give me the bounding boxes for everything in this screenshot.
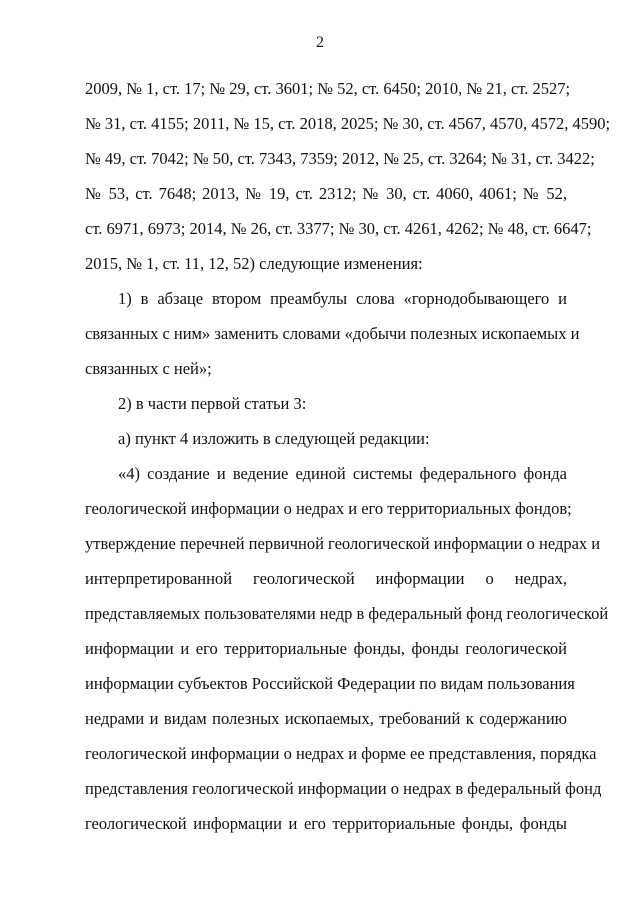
- text-line: 2009, № 1, ст. 17; № 29, ст. 3601; № 52, ст. 6450; 2010, № 21, ст. 2527;: [85, 79, 571, 98]
- text-line: № 53, ст. 7648; 2013, № 19, ст. 2312; № 30, ст. 4060, 4061; № 52,: [85, 184, 567, 203]
- page-number: 2: [316, 34, 324, 51]
- text-line: 2) в части первой статьи 3:: [118, 394, 307, 413]
- text-line: информации и его территориальные фонды, фонды геологической: [85, 639, 567, 658]
- text-line: № 49, ст. 7042; № 50, ст. 7343, 7359; 2012, № 25, ст. 3264; № 31, ст. 3422;: [85, 149, 595, 168]
- text-line: № 31, ст. 4155; 2011, № 15, ст. 2018, 2025; № 30, ст. 4567, 4570, 4572, 4590;: [85, 114, 611, 133]
- text-line: недрами и видам полезных ископаемых, требований к содержанию: [85, 709, 567, 728]
- text-line: 1) в абзаце втором преамбулы слова «горнодобывающего и: [118, 289, 567, 308]
- text-line: информации субъектов Российской Федерации по видам пользования: [85, 674, 575, 693]
- text-line: утверждение перечней первичной геологической информации о недрах и: [85, 534, 601, 553]
- text-line: геологической информации о недрах и форме ее представления, порядка: [85, 744, 597, 763]
- text-line: представления геологической информации о недрах в федеральный фонд: [85, 779, 602, 798]
- text-line: геологической информации о недрах и его территориальных фондов;: [85, 499, 572, 518]
- text-line: «4) создание и ведение единой системы федерального фонда: [118, 464, 567, 483]
- text-line: геологической информации и его территориальные фонды, фонды: [85, 814, 567, 833]
- text-line: 2015, № 1, ст. 11, 12, 52) следующие изменения:: [85, 254, 423, 273]
- text-line: связанных с ним» заменить словами «добычи полезных ископаемых и: [85, 324, 580, 343]
- text-line: интерпретированной геологической информации о недрах,: [85, 569, 567, 588]
- text-line: представляемых пользователями недр в федеральный фонд геологической: [85, 604, 609, 623]
- text-line: а) пункт 4 изложить в следующей редакции:: [118, 429, 430, 448]
- text-line: связанных с ней»;: [85, 359, 212, 378]
- text-line: ст. 6971, 6973; 2014, № 26, ст. 3377; № 30, ст. 4261, 4262; № 48, ст. 6647;: [85, 219, 592, 238]
